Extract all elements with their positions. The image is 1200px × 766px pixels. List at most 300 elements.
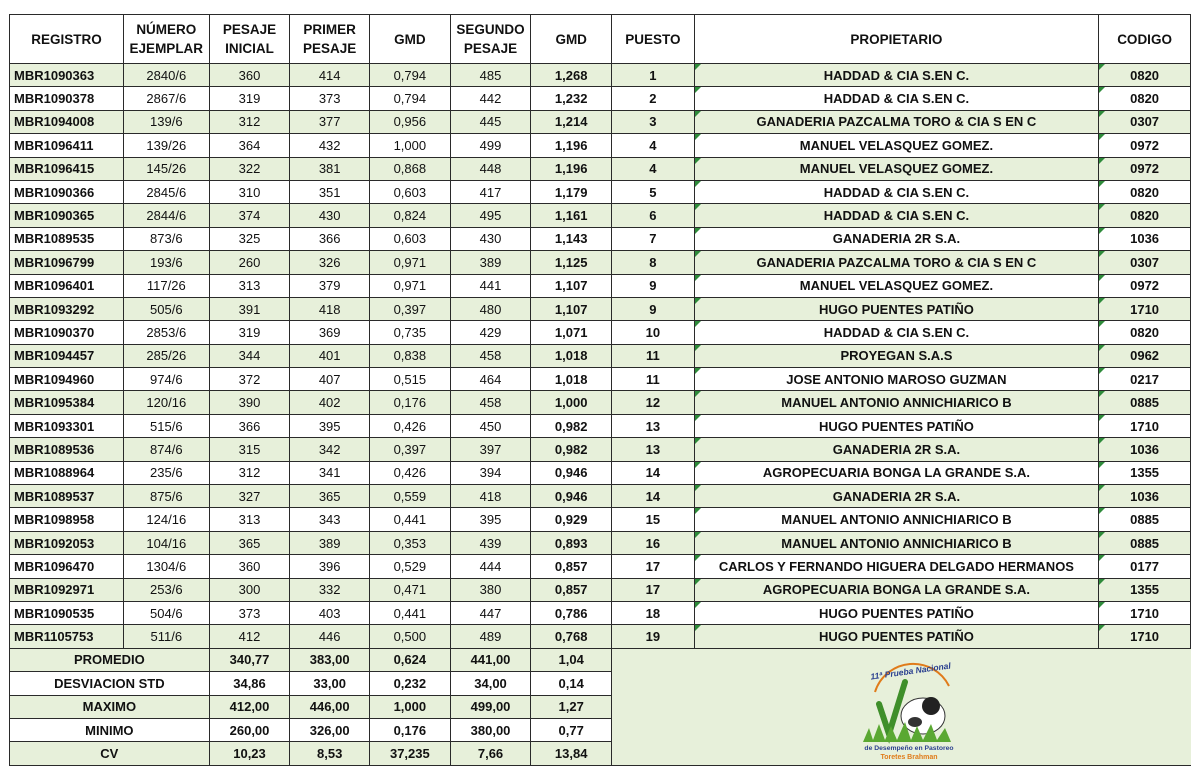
cell-registro: MBR1096415 xyxy=(10,157,124,180)
cell-codigo: 0820 xyxy=(1099,87,1191,110)
cell-primer-pesaje: 366 xyxy=(290,227,370,250)
cell-segundo-pesaje: 430 xyxy=(450,227,531,250)
cell-primer-pesaje: 332 xyxy=(290,578,370,601)
cell-gmd-2: 1,232 xyxy=(531,87,612,110)
cell-primer-pesaje: 379 xyxy=(290,274,370,297)
cell-codigo: 1355 xyxy=(1099,461,1191,484)
cell-numero-ejemplar: 235/6 xyxy=(123,461,209,484)
cell-registro: MBR1090365 xyxy=(10,204,124,227)
cell-codigo: 1036 xyxy=(1099,485,1191,508)
cell-registro: MBR1096411 xyxy=(10,134,124,157)
cell-registro: MBR1093292 xyxy=(10,297,124,320)
cell-pesaje-inicial: 325 xyxy=(209,227,290,250)
cell-gmd-2: 1,214 xyxy=(531,110,612,133)
header-puesto: PUESTO xyxy=(612,15,695,64)
cell-gmd-1: 0,735 xyxy=(370,321,451,344)
cell-gmd-1: 0,794 xyxy=(370,87,451,110)
cell-gmd-2: 0,929 xyxy=(531,508,612,531)
cell-registro: MBR1090378 xyxy=(10,87,124,110)
cell-pesaje-inicial: 315 xyxy=(209,438,290,461)
cell-pesaje-inicial: 373 xyxy=(209,601,290,624)
cell-segundo-pesaje: 418 xyxy=(450,485,531,508)
cell-gmd-1: 0,426 xyxy=(370,461,451,484)
cell-numero-ejemplar: 145/26 xyxy=(123,157,209,180)
cell-segundo-pesaje: 489 xyxy=(450,625,531,648)
cell-gmd-1: 0,824 xyxy=(370,204,451,227)
cell-gmd-1: 0,397 xyxy=(370,297,451,320)
cell-numero-ejemplar: 2840/6 xyxy=(123,64,209,87)
cell-registro: MBR1092971 xyxy=(10,578,124,601)
cell-segundo-pesaje: 442 xyxy=(450,87,531,110)
stats-row xyxy=(10,648,1191,671)
cell-gmd-1: 0,471 xyxy=(370,578,451,601)
cell-gmd-2: 0,893 xyxy=(531,531,612,554)
cell-propietario: GANADERIA PAZCALMA TORO & CIA S EN C xyxy=(694,251,1098,274)
cell-propietario: JOSE ANTONIO MAROSO GUZMAN xyxy=(694,368,1098,391)
cell-gmd-2: 1,107 xyxy=(531,297,612,320)
cell-registro: MBR1105753 xyxy=(10,625,124,648)
cell-numero-ejemplar: 124/16 xyxy=(123,508,209,531)
data-rows xyxy=(10,64,1191,649)
stats-label: CV xyxy=(10,742,210,765)
cell-gmd-2: 1,161 xyxy=(531,204,612,227)
cell-codigo: 0972 xyxy=(1099,274,1191,297)
cell-puesto: 8 xyxy=(612,251,695,274)
cell-propietario: MANUEL VELASQUEZ GOMEZ. xyxy=(694,157,1098,180)
stats-value: 0,14 xyxy=(531,672,612,695)
cell-gmd-1: 0,529 xyxy=(370,555,451,578)
stats-value: 260,00 xyxy=(209,718,290,741)
stats-value: 0,232 xyxy=(370,672,451,695)
cell-numero-ejemplar: 515/6 xyxy=(123,414,209,437)
cell-gmd-1: 0,515 xyxy=(370,368,451,391)
table-row xyxy=(10,157,1191,180)
logo-area xyxy=(612,648,1191,765)
cell-segundo-pesaje: 429 xyxy=(450,321,531,344)
cell-primer-pesaje: 341 xyxy=(290,461,370,484)
cell-registro: MBR1094960 xyxy=(10,368,124,391)
cell-registro: MBR1095384 xyxy=(10,391,124,414)
cell-segundo-pesaje: 394 xyxy=(450,461,531,484)
results-table xyxy=(9,14,1191,766)
stats-label: MAXIMO xyxy=(10,695,210,718)
table-row xyxy=(10,508,1191,531)
cell-gmd-2: 0,786 xyxy=(531,601,612,624)
stats-rows xyxy=(10,648,1191,765)
cell-propietario: GANADERIA 2R S.A. xyxy=(694,227,1098,250)
cell-gmd-1: 0,794 xyxy=(370,64,451,87)
cell-segundo-pesaje: 445 xyxy=(450,110,531,133)
cell-gmd-2: 0,946 xyxy=(531,485,612,508)
cell-propietario: HADDAD & CIA S.EN C. xyxy=(694,321,1098,344)
cell-pesaje-inicial: 366 xyxy=(209,414,290,437)
cell-codigo: 1036 xyxy=(1099,438,1191,461)
cell-numero-ejemplar: 253/6 xyxy=(123,578,209,601)
cell-segundo-pesaje: 444 xyxy=(450,555,531,578)
logo-bull-spot xyxy=(908,717,922,727)
cell-gmd-1: 0,603 xyxy=(370,227,451,250)
cell-propietario: GANADERIA 2R S.A. xyxy=(694,485,1098,508)
cell-pesaje-inicial: 322 xyxy=(209,157,290,180)
cell-codigo: 0177 xyxy=(1099,555,1191,578)
table-row xyxy=(10,227,1191,250)
cell-pesaje-inicial: 360 xyxy=(209,64,290,87)
cell-codigo: 0972 xyxy=(1099,134,1191,157)
stats-value: 7,66 xyxy=(450,742,531,765)
cell-puesto: 16 xyxy=(612,531,695,554)
stats-value: 441,00 xyxy=(450,648,531,671)
results-table-container xyxy=(9,14,1191,766)
cell-propietario: HUGO PUENTES PATIÑO xyxy=(694,297,1098,320)
cell-gmd-2: 1,071 xyxy=(531,321,612,344)
cell-pesaje-inicial: 260 xyxy=(209,251,290,274)
cell-propietario: CARLOS Y FERNANDO HIGUERA DELGADO HERMANOS xyxy=(694,555,1098,578)
cell-pesaje-inicial: 313 xyxy=(209,274,290,297)
cell-gmd-1: 0,176 xyxy=(370,391,451,414)
cell-segundo-pesaje: 397 xyxy=(450,438,531,461)
cell-propietario: MANUEL ANTONIO ANNICHIARICO B xyxy=(694,531,1098,554)
logo-subtitle: de Desempeño en Pastoreo xyxy=(864,744,954,752)
cell-numero-ejemplar: 285/26 xyxy=(123,344,209,367)
logo-title: 11ª Prueba Nacional xyxy=(869,660,952,682)
cell-pesaje-inicial: 313 xyxy=(209,508,290,531)
cell-puesto: 7 xyxy=(612,227,695,250)
cell-numero-ejemplar: 511/6 xyxy=(123,625,209,648)
table-row xyxy=(10,368,1191,391)
table-row xyxy=(10,555,1191,578)
cell-propietario: HUGO PUENTES PATIÑO xyxy=(694,601,1098,624)
stats-value: 380,00 xyxy=(450,718,531,741)
cell-gmd-1: 0,441 xyxy=(370,508,451,531)
stats-value: 340,77 xyxy=(209,648,290,671)
cell-segundo-pesaje: 417 xyxy=(450,180,531,203)
cell-numero-ejemplar: 117/26 xyxy=(123,274,209,297)
cell-segundo-pesaje: 495 xyxy=(450,204,531,227)
stats-value: 1,04 xyxy=(531,648,612,671)
cell-propietario: MANUEL ANTONIO ANNICHIARICO B xyxy=(694,508,1098,531)
cell-propietario: GANADERIA PAZCALMA TORO & CIA S EN C xyxy=(694,110,1098,133)
stats-label: PROMEDIO xyxy=(10,648,210,671)
logo-subtitle2: Toretes Brahman xyxy=(880,753,938,761)
cell-gmd-1: 0,838 xyxy=(370,344,451,367)
event-logo xyxy=(857,652,961,762)
cell-gmd-2: 1,018 xyxy=(531,368,612,391)
stats-value: 13,84 xyxy=(531,742,612,765)
table-row xyxy=(10,531,1191,554)
cell-registro: MBR1090363 xyxy=(10,64,124,87)
cell-codigo: 0885 xyxy=(1099,531,1191,554)
cell-propietario: AGROPECUARIA BONGA LA GRANDE S.A. xyxy=(694,461,1098,484)
cell-primer-pesaje: 369 xyxy=(290,321,370,344)
cell-codigo: 0820 xyxy=(1099,64,1191,87)
cell-registro: MBR1090535 xyxy=(10,601,124,624)
cell-pesaje-inicial: 365 xyxy=(209,531,290,554)
cell-primer-pesaje: 418 xyxy=(290,297,370,320)
cell-primer-pesaje: 403 xyxy=(290,601,370,624)
stats-value: 0,176 xyxy=(370,718,451,741)
cell-puesto: 11 xyxy=(612,368,695,391)
cell-primer-pesaje: 407 xyxy=(290,368,370,391)
cell-primer-pesaje: 402 xyxy=(290,391,370,414)
stats-value: 499,00 xyxy=(450,695,531,718)
cell-codigo: 0820 xyxy=(1099,321,1191,344)
cell-numero-ejemplar: 874/6 xyxy=(123,438,209,461)
cell-registro: MBR1088964 xyxy=(10,461,124,484)
cell-propietario: MANUEL VELASQUEZ GOMEZ. xyxy=(694,134,1098,157)
cell-gmd-1: 0,603 xyxy=(370,180,451,203)
cell-segundo-pesaje: 458 xyxy=(450,344,531,367)
cell-segundo-pesaje: 439 xyxy=(450,531,531,554)
header-gmd-2: GMD xyxy=(531,15,612,64)
cell-primer-pesaje: 446 xyxy=(290,625,370,648)
stats-label: MINIMO xyxy=(10,718,210,741)
cell-primer-pesaje: 351 xyxy=(290,180,370,203)
cell-gmd-2: 1,196 xyxy=(531,134,612,157)
cell-gmd-2: 0,982 xyxy=(531,414,612,437)
stats-value: 412,00 xyxy=(209,695,290,718)
stats-value: 37,235 xyxy=(370,742,451,765)
cell-puesto: 10 xyxy=(612,321,695,344)
cell-codigo: 0820 xyxy=(1099,180,1191,203)
stats-value: 383,00 xyxy=(290,648,370,671)
cell-primer-pesaje: 401 xyxy=(290,344,370,367)
cell-numero-ejemplar: 873/6 xyxy=(123,227,209,250)
cell-codigo: 0307 xyxy=(1099,110,1191,133)
header-pesaje-inicial: PESAJE INICIAL xyxy=(209,15,290,64)
cell-codigo: 1355 xyxy=(1099,578,1191,601)
stats-value: 326,00 xyxy=(290,718,370,741)
cell-puesto: 14 xyxy=(612,461,695,484)
cell-gmd-1: 0,426 xyxy=(370,414,451,437)
header-segundo-pesaje: SEGUNDO PESAJE xyxy=(450,15,531,64)
cell-registro: MBR1094457 xyxy=(10,344,124,367)
cell-puesto: 17 xyxy=(612,555,695,578)
cell-pesaje-inicial: 300 xyxy=(209,578,290,601)
cell-primer-pesaje: 430 xyxy=(290,204,370,227)
cell-codigo: 1710 xyxy=(1099,601,1191,624)
cell-puesto: 1 xyxy=(612,64,695,87)
cell-segundo-pesaje: 480 xyxy=(450,297,531,320)
cell-codigo: 0885 xyxy=(1099,508,1191,531)
cell-pesaje-inicial: 344 xyxy=(209,344,290,367)
cell-segundo-pesaje: 458 xyxy=(450,391,531,414)
header-gmd-1: GMD xyxy=(370,15,451,64)
header-primer-pesaje: PRIMER PESAJE xyxy=(290,15,370,64)
cell-pesaje-inicial: 312 xyxy=(209,461,290,484)
cell-gmd-2: 0,946 xyxy=(531,461,612,484)
cell-segundo-pesaje: 380 xyxy=(450,578,531,601)
cell-segundo-pesaje: 450 xyxy=(450,414,531,437)
cell-segundo-pesaje: 448 xyxy=(450,157,531,180)
cell-registro: MBR1093301 xyxy=(10,414,124,437)
stats-value: 34,86 xyxy=(209,672,290,695)
table-row xyxy=(10,344,1191,367)
cell-primer-pesaje: 373 xyxy=(290,87,370,110)
stats-value: 1,000 xyxy=(370,695,451,718)
cell-numero-ejemplar: 104/16 xyxy=(123,531,209,554)
cell-primer-pesaje: 396 xyxy=(290,555,370,578)
table-row xyxy=(10,64,1191,87)
cell-gmd-2: 1,196 xyxy=(531,157,612,180)
cell-codigo: 0217 xyxy=(1099,368,1191,391)
cell-gmd-2: 1,107 xyxy=(531,274,612,297)
cell-gmd-2: 1,268 xyxy=(531,64,612,87)
cell-primer-pesaje: 389 xyxy=(290,531,370,554)
cell-segundo-pesaje: 485 xyxy=(450,64,531,87)
cell-puesto: 13 xyxy=(612,414,695,437)
cell-primer-pesaje: 381 xyxy=(290,157,370,180)
cell-propietario: HADDAD & CIA S.EN C. xyxy=(694,64,1098,87)
cell-numero-ejemplar: 139/26 xyxy=(123,134,209,157)
cell-gmd-2: 1,125 xyxy=(531,251,612,274)
header-propietario: PROPIETARIO xyxy=(694,15,1098,64)
cell-segundo-pesaje: 464 xyxy=(450,368,531,391)
cell-propietario: HADDAD & CIA S.EN C. xyxy=(694,87,1098,110)
cell-propietario: MANUEL VELASQUEZ GOMEZ. xyxy=(694,274,1098,297)
cell-registro: MBR1090366 xyxy=(10,180,124,203)
cell-registro: MBR1098958 xyxy=(10,508,124,531)
header-registro: REGISTRO xyxy=(10,15,124,64)
cell-puesto: 9 xyxy=(612,297,695,320)
cell-segundo-pesaje: 389 xyxy=(450,251,531,274)
cell-registro: MBR1096470 xyxy=(10,555,124,578)
cell-gmd-1: 0,397 xyxy=(370,438,451,461)
cell-registro: MBR1089537 xyxy=(10,485,124,508)
cell-puesto: 9 xyxy=(612,274,695,297)
cell-propietario: HUGO PUENTES PATIÑO xyxy=(694,414,1098,437)
stats-label: DESVIACION STD xyxy=(10,672,210,695)
logo-bull-head xyxy=(922,697,940,715)
cell-primer-pesaje: 342 xyxy=(290,438,370,461)
cell-pesaje-inicial: 312 xyxy=(209,110,290,133)
cell-pesaje-inicial: 310 xyxy=(209,180,290,203)
cell-gmd-2: 1,018 xyxy=(531,344,612,367)
cell-gmd-1: 0,971 xyxy=(370,251,451,274)
cell-codigo: 0307 xyxy=(1099,251,1191,274)
table-row xyxy=(10,438,1191,461)
header-numero-ejemplar: NÚMERO EJEMPLAR xyxy=(123,15,209,64)
cell-codigo: 0962 xyxy=(1099,344,1191,367)
cell-puesto: 4 xyxy=(612,134,695,157)
cell-primer-pesaje: 414 xyxy=(290,64,370,87)
cell-gmd-2: 1,000 xyxy=(531,391,612,414)
cell-numero-ejemplar: 875/6 xyxy=(123,485,209,508)
table-row xyxy=(10,391,1191,414)
cell-registro: MBR1092053 xyxy=(10,531,124,554)
cell-codigo: 0820 xyxy=(1099,204,1191,227)
cell-puesto: 19 xyxy=(612,625,695,648)
cell-puesto: 2 xyxy=(612,87,695,110)
cell-primer-pesaje: 326 xyxy=(290,251,370,274)
cell-segundo-pesaje: 395 xyxy=(450,508,531,531)
table-row xyxy=(10,578,1191,601)
cell-gmd-1: 0,441 xyxy=(370,601,451,624)
cell-primer-pesaje: 343 xyxy=(290,508,370,531)
cell-propietario: HUGO PUENTES PATIÑO xyxy=(694,625,1098,648)
table-row xyxy=(10,110,1191,133)
stats-value: 446,00 xyxy=(290,695,370,718)
cell-gmd-2: 0,857 xyxy=(531,578,612,601)
cell-propietario: HADDAD & CIA S.EN C. xyxy=(694,204,1098,227)
cell-puesto: 3 xyxy=(612,110,695,133)
cell-registro: MBR1089535 xyxy=(10,227,124,250)
cell-puesto: 14 xyxy=(612,485,695,508)
cell-segundo-pesaje: 447 xyxy=(450,601,531,624)
cell-codigo: 0972 xyxy=(1099,157,1191,180)
cell-numero-ejemplar: 2853/6 xyxy=(123,321,209,344)
cell-pesaje-inicial: 374 xyxy=(209,204,290,227)
cell-puesto: 18 xyxy=(612,601,695,624)
cell-propietario: GANADERIA 2R S.A. xyxy=(694,438,1098,461)
cell-pesaje-inicial: 319 xyxy=(209,87,290,110)
cell-pesaje-inicial: 364 xyxy=(209,134,290,157)
cell-gmd-1: 0,971 xyxy=(370,274,451,297)
cell-pesaje-inicial: 390 xyxy=(209,391,290,414)
cell-codigo: 1036 xyxy=(1099,227,1191,250)
header-codigo: CODIGO xyxy=(1099,15,1191,64)
cell-gmd-1: 0,500 xyxy=(370,625,451,648)
table-row xyxy=(10,625,1191,648)
table-row xyxy=(10,134,1191,157)
table-row xyxy=(10,87,1191,110)
header-row xyxy=(10,15,1191,64)
table-row xyxy=(10,297,1191,320)
cell-pesaje-inicial: 360 xyxy=(209,555,290,578)
stats-value: 0,624 xyxy=(370,648,451,671)
cell-propietario: AGROPECUARIA BONGA LA GRANDE S.A. xyxy=(694,578,1098,601)
cell-numero-ejemplar: 1304/6 xyxy=(123,555,209,578)
table-row xyxy=(10,180,1191,203)
cell-gmd-1: 0,868 xyxy=(370,157,451,180)
stats-value: 10,23 xyxy=(209,742,290,765)
cell-puesto: 5 xyxy=(612,180,695,203)
cell-primer-pesaje: 377 xyxy=(290,110,370,133)
stats-value: 1,27 xyxy=(531,695,612,718)
stats-value: 33,00 xyxy=(290,672,370,695)
cell-propietario: PROYEGAN S.A.S xyxy=(694,344,1098,367)
cell-primer-pesaje: 432 xyxy=(290,134,370,157)
cell-pesaje-inicial: 319 xyxy=(209,321,290,344)
cell-primer-pesaje: 395 xyxy=(290,414,370,437)
cell-puesto: 13 xyxy=(612,438,695,461)
cell-puesto: 17 xyxy=(612,578,695,601)
cell-registro: MBR1090370 xyxy=(10,321,124,344)
cell-numero-ejemplar: 505/6 xyxy=(123,297,209,320)
cell-codigo: 1710 xyxy=(1099,414,1191,437)
cell-numero-ejemplar: 120/16 xyxy=(123,391,209,414)
cell-gmd-1: 0,956 xyxy=(370,110,451,133)
cell-puesto: 6 xyxy=(612,204,695,227)
cell-codigo: 0885 xyxy=(1099,391,1191,414)
table-row xyxy=(10,321,1191,344)
cell-numero-ejemplar: 974/6 xyxy=(123,368,209,391)
cell-gmd-2: 0,857 xyxy=(531,555,612,578)
cell-gmd-2: 0,768 xyxy=(531,625,612,648)
cell-propietario: MANUEL ANTONIO ANNICHIARICO B xyxy=(694,391,1098,414)
cell-numero-ejemplar: 2845/6 xyxy=(123,180,209,203)
cell-pesaje-inicial: 412 xyxy=(209,625,290,648)
cell-gmd-1: 0,559 xyxy=(370,485,451,508)
stats-value: 0,77 xyxy=(531,718,612,741)
table-row xyxy=(10,461,1191,484)
cell-numero-ejemplar: 2867/6 xyxy=(123,87,209,110)
cell-numero-ejemplar: 2844/6 xyxy=(123,204,209,227)
table-row xyxy=(10,414,1191,437)
cell-numero-ejemplar: 193/6 xyxy=(123,251,209,274)
cell-registro: MBR1094008 xyxy=(10,110,124,133)
table-row xyxy=(10,274,1191,297)
cell-segundo-pesaje: 441 xyxy=(450,274,531,297)
